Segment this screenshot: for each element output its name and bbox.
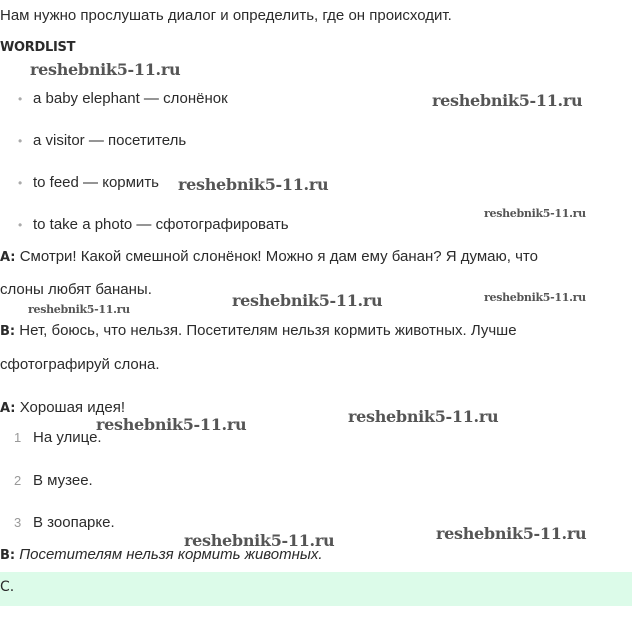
dialog-line: A: Смотри! Какой смешной слонёнок! Можно я дам ему банан? Я думаю, что bbox=[0, 248, 538, 265]
answer-box bbox=[0, 572, 632, 606]
watermark: reshebnik5-11.ru bbox=[348, 407, 499, 426]
bullet-icon: • bbox=[18, 218, 23, 232]
bullet-icon: • bbox=[18, 92, 23, 106]
watermark: reshebnik5-11.ru bbox=[432, 91, 583, 110]
watermark: reshebnik5-11.ru bbox=[436, 524, 587, 543]
watermark: reshebnik5-11.ru bbox=[28, 303, 130, 316]
answer-text: C. bbox=[0, 579, 15, 595]
bullet-icon: • bbox=[18, 176, 23, 190]
dialog-line: слоны любят бананы. bbox=[0, 281, 152, 298]
dialog-line: сфотографируй слона. bbox=[0, 356, 160, 373]
watermark: reshebnik5-11.ru bbox=[96, 415, 247, 434]
bullet-icon: • bbox=[18, 134, 23, 148]
watermark: reshebnik5-11.ru bbox=[178, 175, 329, 194]
quote-line: B: Посетителям нельзя кормить животных. bbox=[0, 546, 323, 563]
watermark: reshebnik5-11.ru bbox=[30, 60, 181, 79]
instruction: Нам нужно прослушать диалог и определить, где он происходит. bbox=[0, 7, 452, 24]
dialog-line: A: Хорошая идея! bbox=[0, 399, 125, 416]
watermark: reshebnik5-11.ru bbox=[484, 207, 586, 220]
watermark: reshebnik5-11.ru bbox=[184, 531, 335, 550]
wordlist-title: WORDLIST bbox=[0, 40, 76, 55]
watermark: reshebnik5-11.ru bbox=[484, 291, 586, 304]
dialog-line: B: Нет, боюсь, что нельзя. Посетителям нельзя кормить животных. Лучше bbox=[0, 322, 517, 339]
watermark: reshebnik5-11.ru bbox=[232, 291, 383, 310]
